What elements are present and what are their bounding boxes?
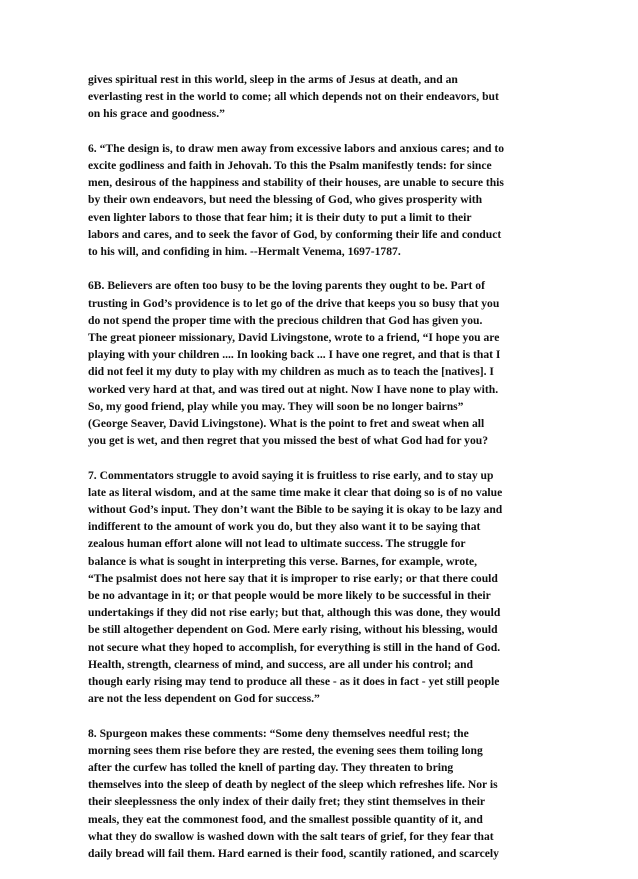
text-line: meals, they eat the commonest food, and the smallest possible quantity of it, and <box>88 812 483 826</box>
text-line: “The psalmist does not here say that it is improper to rise early; or that there could <box>88 571 498 585</box>
text-line: Health, strength, clearness of mind, and success, are all under his control; and <box>88 657 473 671</box>
text-line: (George Seaver, David Livingstone). What is the point to fret and sweat when all <box>88 417 485 431</box>
text-line: playing with your children .... In looking back ... I have one regret, and that is that I <box>88 348 501 362</box>
text-line: did not feel it my duty to play with my children as much as to teach the [natives]. I <box>88 365 494 379</box>
text-line: 8. Spurgeon makes these comments: “Some deny themselves needful rest; the <box>88 726 469 740</box>
text-line: indifferent to the amount of work you do, but they also want it to be saying that <box>88 520 481 534</box>
text-line: worked very hard at that, and was tired out at night. Now I have none to play with. <box>88 382 499 396</box>
text-line: be still altogether dependent on God. Mere early rising, without his blessing, would <box>88 623 498 637</box>
text-line: 7. Commentators struggle to avoid saying it is fruitless to rise early, and to stay up <box>88 468 494 482</box>
text-line: after the curfew has tolled the knell of parting day. They threaten to bring <box>88 761 454 775</box>
text-line: themselves into the sleep of death by neglect of the sleep which refreshes life. Nor is <box>88 778 498 792</box>
text-line: you get is wet, and then regret that you missed the best of what God had for you? <box>88 434 488 448</box>
text-line: though early rising may tend to produce all these - as it does in fact - yet still people <box>88 675 500 689</box>
paragraph-6b-livingstone <box>88 277 550 449</box>
text-line: zealous human effort alone will not lead to ultimate success. The struggle for <box>88 537 466 551</box>
text-line: late as literal wisdom, and at the same time make it clear that doing so is of no value <box>88 485 503 499</box>
text-line: without God’s input. They don’t want the Bible to be saying it is okay to be lazy and <box>88 503 503 517</box>
text-line: 6B. Believers are often too busy to be the loving parents they ought to be. Part of <box>88 279 485 293</box>
text-line: daily bread will fail them. Hard earned is their food, scantily rationed, and scarcely <box>88 847 499 861</box>
document-body <box>88 71 550 879</box>
text-line: by their own endeavors, but need the blessing of God, who gives prosperity with <box>88 193 483 207</box>
text-line: trusting in God’s providence is to let go of the drive that keeps you so busy that you <box>88 296 500 310</box>
text-line: even lighter labors to those that fear him; it is their duty to put a limit to their <box>88 210 472 224</box>
paragraph-8-spurgeon <box>88 725 550 863</box>
text-line: So, my good friend, play while you may. They will soon be no longer bairns” <box>88 399 464 413</box>
paragraph-grace-and-goodness <box>88 71 550 123</box>
text-line: balance is what is sought in interpreting this verse. Barnes, for example, wrote, <box>88 554 478 568</box>
text-line: not secure what they hoped to accomplish, for everything is still in the hand of God. <box>88 640 501 654</box>
text-line: men, desirous of the happiness and stability of their houses, are unable to secure this <box>88 176 504 190</box>
text-line: excite godliness and faith in Jehovah. To this the Psalm manifestly tends: for since <box>88 159 492 172</box>
text-line: 6. “The design is, to draw men away from excessive labors and anxious cares; and to <box>88 141 504 155</box>
text-line: their sleeplessness the only index of their daily fret; they stint themselves in their <box>88 795 486 809</box>
text-line: be no advantage in it; or that people would be more likely to be successful in their <box>88 589 491 603</box>
text-line: gives spiritual rest in this world, sleep in the arms of Jesus at death, and an <box>88 73 458 86</box>
text-line: are not the less dependent on God for success.” <box>88 692 320 706</box>
text-line: morning sees them rise before they are rested, the evening sees them toiling long <box>88 743 483 757</box>
text-line: do not spend the proper time with the precious children that God has given you. <box>88 313 483 327</box>
text-line: what they do swallow is washed down with the salt tears of grief, for they fear that <box>88 829 494 843</box>
text-line: everlasting rest in the world to come; all which depends not on their endeavors, but <box>88 90 499 104</box>
text-line: on his grace and goodness.” <box>88 107 225 121</box>
text-line: to his will, and confiding in him. --Hermalt Venema, 1697-1787. <box>88 245 401 259</box>
text-line: labors and cares, and to seek the favor of God, by conforming their life and conduct <box>88 227 502 241</box>
text-line: undertakings if they did not rise early; but that, although this was done, they would <box>88 606 501 620</box>
paragraph-6-venema <box>88 140 550 260</box>
text-line: The great pioneer missionary, David Livingstone, wrote to a friend, “I hope you are <box>88 331 500 345</box>
paragraph-7-barnes <box>88 467 550 708</box>
